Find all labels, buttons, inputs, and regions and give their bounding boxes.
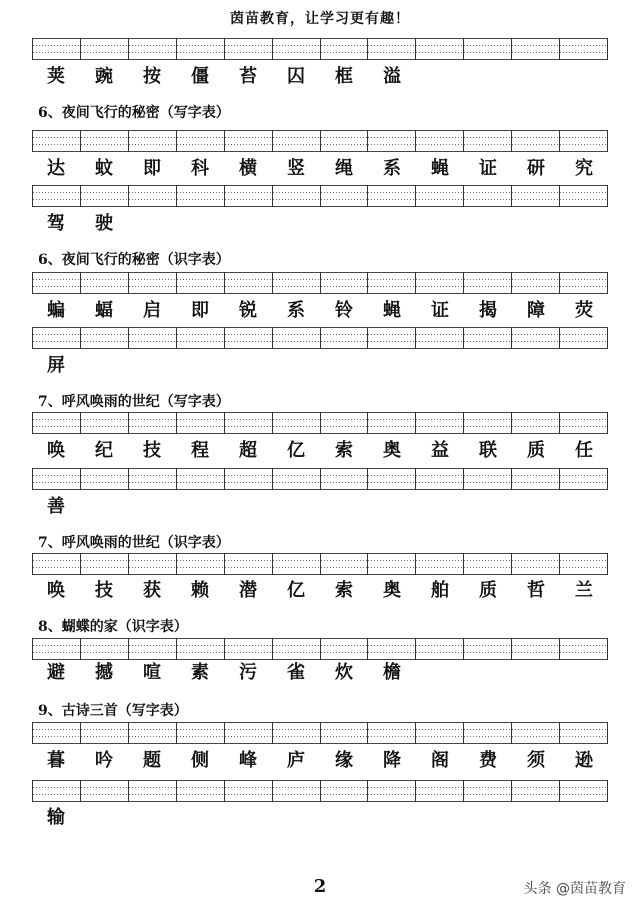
writing-cell	[128, 130, 176, 152]
writing-grid	[32, 722, 608, 744]
writing-cell	[415, 38, 463, 60]
writing-cell	[224, 38, 272, 60]
writing-cell	[511, 638, 559, 660]
writing-cell	[272, 327, 320, 349]
character-row	[32, 64, 608, 90]
writing-cell	[176, 722, 224, 744]
writing-cell	[463, 553, 511, 575]
writing-cell	[128, 327, 176, 349]
writing-cell	[559, 327, 608, 349]
writing-grid	[32, 553, 608, 575]
writing-cell	[367, 412, 415, 434]
writing-cell	[511, 272, 559, 294]
writing-cell	[176, 38, 224, 60]
writing-cell	[224, 780, 272, 802]
section-title: 8、蝴蝶的家（识字表）	[38, 619, 188, 635]
character: 荧	[575, 300, 593, 321]
character: 亿	[287, 440, 305, 461]
writing-cell	[320, 722, 368, 744]
writing-cell	[80, 553, 128, 575]
character: 研	[527, 158, 545, 179]
character: 科	[191, 158, 209, 179]
writing-cell	[224, 722, 272, 744]
writing-grid	[32, 130, 608, 152]
character: 证	[431, 300, 449, 321]
character: 蝇	[383, 300, 401, 321]
character: 质	[527, 440, 545, 461]
writing-cell	[32, 38, 80, 60]
writing-cell	[415, 722, 463, 744]
character: 亿	[287, 580, 305, 601]
writing-cell	[176, 638, 224, 660]
writing-cell	[320, 130, 368, 152]
writing-grid	[32, 38, 608, 60]
writing-cell	[176, 272, 224, 294]
character: 檐	[383, 662, 401, 683]
character: 庐	[287, 750, 305, 771]
writing-cell	[320, 780, 368, 802]
writing-cell	[415, 468, 463, 490]
character: 题	[143, 750, 161, 771]
writing-cell	[463, 327, 511, 349]
section-title: 6、夜间飞行的秘密（识字表）	[38, 252, 230, 268]
writing-cell	[32, 638, 80, 660]
character: 蚊	[95, 158, 113, 179]
character: 费	[479, 750, 497, 771]
writing-cell	[320, 468, 368, 490]
character: 揭	[479, 300, 497, 321]
writing-cell	[272, 412, 320, 434]
writing-cell	[32, 780, 80, 802]
character: 奥	[383, 580, 401, 601]
writing-cell	[32, 412, 80, 434]
character: 屏	[47, 355, 65, 376]
writing-grid	[32, 412, 608, 434]
writing-cell	[128, 722, 176, 744]
writing-cell	[80, 272, 128, 294]
character: 僵	[191, 66, 209, 87]
writing-cell	[559, 638, 608, 660]
character: 溢	[383, 66, 401, 87]
writing-cell	[272, 38, 320, 60]
writing-cell	[463, 185, 511, 207]
character: 超	[239, 440, 257, 461]
section-title: 7、呼风唤雨的世纪（写字表）	[38, 394, 230, 410]
character: 究	[575, 158, 593, 179]
character: 锐	[239, 300, 257, 321]
writing-cell	[463, 638, 511, 660]
character: 赖	[191, 580, 209, 601]
writing-cell	[32, 553, 80, 575]
writing-cell	[320, 553, 368, 575]
character: 铃	[335, 300, 353, 321]
writing-cell	[128, 780, 176, 802]
writing-grid	[32, 185, 608, 207]
writing-cell	[559, 468, 608, 490]
character-row	[32, 578, 608, 604]
character: 即	[191, 300, 209, 321]
character: 驾	[47, 213, 65, 234]
writing-cell	[559, 722, 608, 744]
writing-cell	[367, 722, 415, 744]
writing-cell	[80, 327, 128, 349]
writing-cell	[80, 638, 128, 660]
writing-cell	[128, 468, 176, 490]
writing-cell	[415, 638, 463, 660]
writing-cell	[224, 272, 272, 294]
character: 雀	[287, 662, 305, 683]
writing-cell	[80, 185, 128, 207]
character: 暮	[47, 750, 65, 771]
writing-cell	[224, 638, 272, 660]
writing-cell	[320, 412, 368, 434]
character: 吟	[95, 750, 113, 771]
writing-cell	[415, 780, 463, 802]
writing-cell	[463, 722, 511, 744]
writing-cell	[559, 272, 608, 294]
writing-cell	[320, 185, 368, 207]
character: 获	[143, 580, 161, 601]
writing-cell	[463, 272, 511, 294]
writing-grid	[32, 780, 608, 802]
writing-cell	[367, 327, 415, 349]
writing-cell	[367, 38, 415, 60]
writing-cell	[511, 780, 559, 802]
character: 蝙	[47, 300, 65, 321]
writing-cell	[320, 272, 368, 294]
writing-cell	[272, 272, 320, 294]
writing-cell	[511, 553, 559, 575]
character: 技	[143, 440, 161, 461]
character: 程	[191, 440, 209, 461]
writing-cell	[511, 130, 559, 152]
writing-cell	[128, 272, 176, 294]
writing-cell	[176, 553, 224, 575]
character: 按	[143, 66, 161, 87]
writing-cell	[176, 130, 224, 152]
character: 污	[239, 662, 257, 683]
writing-cell	[272, 780, 320, 802]
character: 唤	[47, 580, 65, 601]
writing-cell	[367, 638, 415, 660]
character: 益	[431, 440, 449, 461]
page-header: 茵苗教育，让学习更有趣！	[230, 11, 410, 27]
writing-cell	[80, 468, 128, 490]
character: 须	[527, 750, 545, 771]
writing-cell	[272, 553, 320, 575]
character-row	[32, 805, 608, 831]
writing-cell	[320, 38, 368, 60]
writing-cell	[559, 412, 608, 434]
writing-cell	[80, 722, 128, 744]
writing-cell	[272, 130, 320, 152]
character: 豌	[95, 66, 113, 87]
writing-cell	[128, 412, 176, 434]
character: 荚	[47, 66, 65, 87]
writing-cell	[128, 38, 176, 60]
character: 索	[335, 440, 353, 461]
character: 系	[383, 158, 401, 179]
character-row	[32, 494, 608, 520]
writing-cell	[32, 185, 80, 207]
character: 素	[191, 662, 209, 683]
character: 侧	[191, 750, 209, 771]
writing-cell	[80, 130, 128, 152]
writing-cell	[32, 130, 80, 152]
writing-cell	[80, 38, 128, 60]
character-row	[32, 660, 608, 686]
character: 奥	[383, 440, 401, 461]
section-title: 6、夜间飞行的秘密（写字表）	[38, 105, 230, 121]
writing-cell	[272, 722, 320, 744]
writing-cell	[176, 185, 224, 207]
writing-cell	[128, 553, 176, 575]
character: 驶	[95, 213, 113, 234]
writing-cell	[224, 130, 272, 152]
character: 联	[479, 440, 497, 461]
writing-cell	[463, 38, 511, 60]
writing-cell	[367, 130, 415, 152]
character: 唤	[47, 440, 65, 461]
section-title: 7、呼风唤雨的世纪（识字表）	[38, 535, 230, 551]
writing-cell	[32, 272, 80, 294]
character: 蝠	[95, 300, 113, 321]
character: 撼	[95, 662, 113, 683]
writing-cell	[511, 185, 559, 207]
writing-grid	[32, 272, 608, 294]
writing-cell	[176, 412, 224, 434]
writing-cell	[224, 327, 272, 349]
writing-cell	[463, 130, 511, 152]
page-number: 2	[313, 876, 327, 897]
writing-cell	[415, 412, 463, 434]
writing-cell	[463, 468, 511, 490]
writing-cell	[415, 185, 463, 207]
writing-cell	[320, 327, 368, 349]
character: 喧	[143, 662, 161, 683]
writing-cell	[415, 553, 463, 575]
writing-grid	[32, 638, 608, 660]
character: 系	[287, 300, 305, 321]
writing-cell	[559, 185, 608, 207]
writing-cell	[463, 780, 511, 802]
writing-cell	[272, 468, 320, 490]
writing-cell	[176, 327, 224, 349]
writing-cell	[367, 185, 415, 207]
character: 达	[47, 158, 65, 179]
writing-cell	[32, 327, 80, 349]
writing-cell	[128, 638, 176, 660]
writing-cell	[272, 638, 320, 660]
character: 囚	[287, 66, 305, 87]
character: 质	[479, 580, 497, 601]
writing-cell	[511, 327, 559, 349]
writing-cell	[128, 185, 176, 207]
writing-cell	[559, 780, 608, 802]
character: 善	[47, 496, 65, 517]
writing-cell	[511, 722, 559, 744]
character-row	[32, 156, 608, 182]
character: 舶	[431, 580, 449, 601]
writing-cell	[272, 185, 320, 207]
character: 苔	[239, 66, 257, 87]
writing-cell	[224, 553, 272, 575]
character: 框	[335, 66, 353, 87]
writing-cell	[224, 412, 272, 434]
writing-cell	[463, 412, 511, 434]
character: 技	[95, 580, 113, 601]
writing-cell	[559, 130, 608, 152]
writing-cell	[415, 327, 463, 349]
character: 炊	[335, 662, 353, 683]
writing-cell	[415, 272, 463, 294]
writing-cell	[224, 185, 272, 207]
writing-grid	[32, 468, 608, 490]
writing-cell	[176, 468, 224, 490]
character: 证	[479, 158, 497, 179]
character: 降	[383, 750, 401, 771]
character: 任	[575, 440, 593, 461]
character: 纪	[95, 440, 113, 461]
writing-cell	[511, 38, 559, 60]
writing-cell	[32, 468, 80, 490]
character: 横	[239, 158, 257, 179]
writing-cell	[224, 468, 272, 490]
writing-cell	[511, 412, 559, 434]
character: 绳	[335, 158, 353, 179]
character: 启	[143, 300, 161, 321]
writing-cell	[367, 468, 415, 490]
writing-grid	[32, 327, 608, 349]
character: 潜	[239, 580, 257, 601]
character: 输	[47, 807, 65, 828]
writing-cell	[559, 553, 608, 575]
character-row	[32, 353, 608, 379]
writing-cell	[176, 780, 224, 802]
character: 竖	[287, 158, 305, 179]
character: 索	[335, 580, 353, 601]
writing-cell	[367, 272, 415, 294]
writing-cell	[320, 638, 368, 660]
character-row	[32, 748, 608, 774]
writing-cell	[511, 468, 559, 490]
character-row	[32, 438, 608, 464]
character-row	[32, 211, 608, 237]
character: 缘	[335, 750, 353, 771]
character: 逊	[575, 750, 593, 771]
character: 阁	[431, 750, 449, 771]
character: 障	[527, 300, 545, 321]
writing-cell	[367, 553, 415, 575]
writing-cell	[32, 722, 80, 744]
writing-cell	[80, 412, 128, 434]
writing-cell	[367, 780, 415, 802]
section-title: 9、古诗三首（写字表）	[38, 703, 188, 719]
character: 蝇	[431, 158, 449, 179]
character-row	[32, 298, 608, 324]
writing-cell	[559, 38, 608, 60]
writing-cell	[415, 130, 463, 152]
character: 兰	[575, 580, 593, 601]
watermark: 头条 @茵苗教育	[523, 881, 626, 897]
character: 避	[47, 662, 65, 683]
character: 峰	[239, 750, 257, 771]
character: 哲	[527, 580, 545, 601]
character: 即	[143, 158, 161, 179]
writing-cell	[80, 780, 128, 802]
